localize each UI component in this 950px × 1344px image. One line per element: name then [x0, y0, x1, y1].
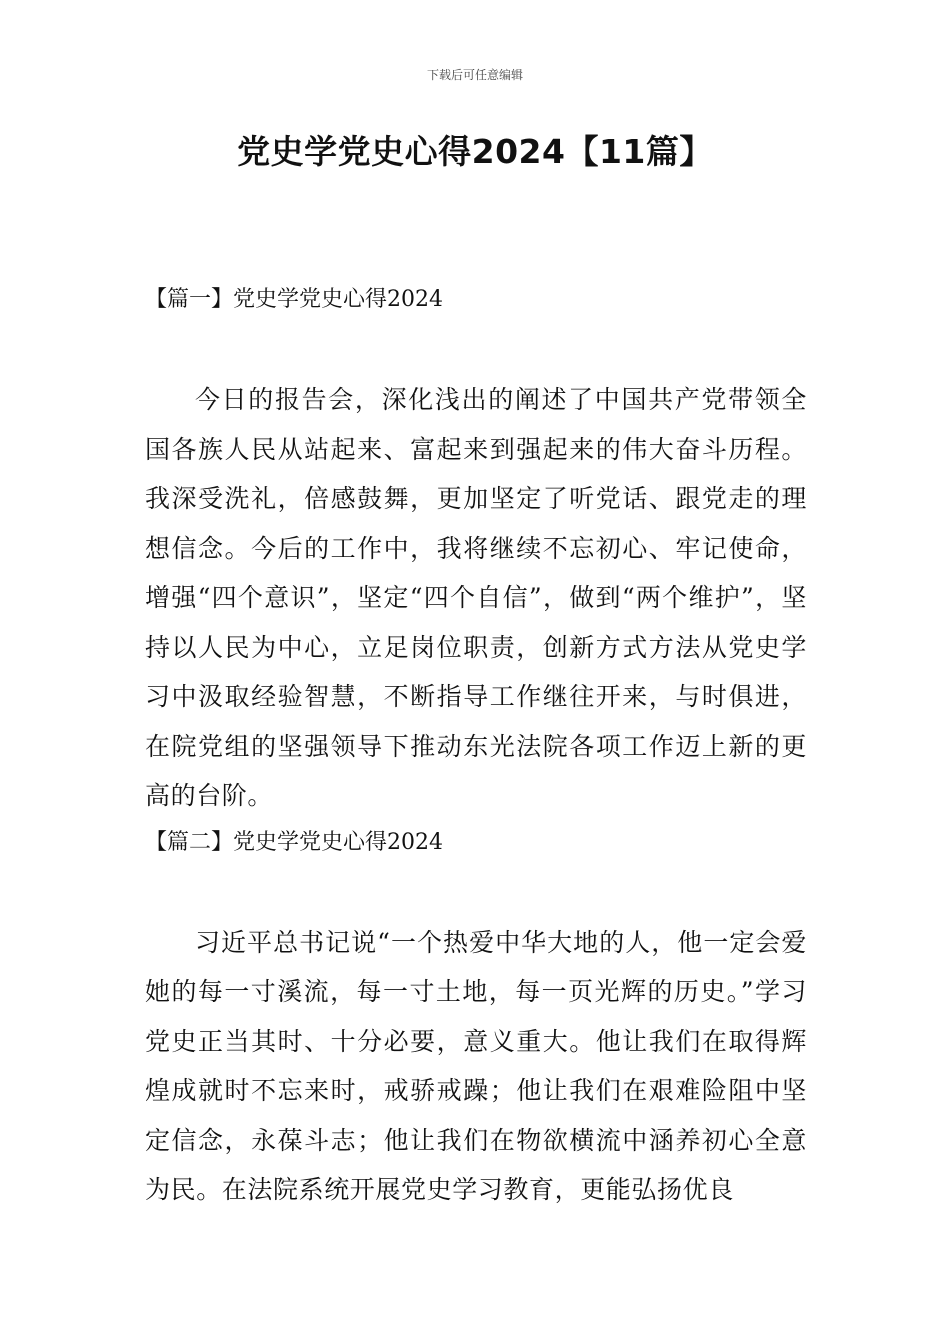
- section-paragraph-2: 习近平总书记说“一个热爱中华大地的人，他一定会爱她的每一寸溪流，每一寸土地，每一页光辉的历史。”学习党史正当其时、十分必要，意义重大。他让我们在取得辉煌成就时不忘来时，戒骄戒躁；他让我们在艰难险阻中坚定信念，永葆斗志；他让我们在物欲横流中涵养初心全意为民。在法院系统开展党史学习教育，更能弘扬优良: [145, 927, 807, 1204]
- spacer: [145, 859, 807, 918]
- section-paragraph-1: 今日的报告会，深化浅出的阐述了中国共产党带领全国各族人民从站起来、富起来到强起来的伟大奋斗历程。我深受洗礼，倍感鼓舞，更加坚定了听党话、跟党走的理想信念。今后的工作中，我将继续不忘初心、牢记使命，增强“四个意识”，坚定“四个自信”，做到“两个维护”，坚持以人民为中心，立足岗位职责，创新方式方法从党史学习中汲取经验智慧，不断指导工作继往开来，与时俱进，在院党组的坚强领导下推动东光法院各项工作迈上新的更高的台阶。: [145, 385, 807, 810]
- header-note: 下载后可任意编辑: [426, 68, 523, 82]
- spacer: [145, 316, 807, 375]
- document-title: 党史学党史心得2024【11篇】: [237, 132, 713, 171]
- section-heading-1: 【篇一】党史学党史心得2024: [145, 287, 443, 312]
- section-heading-2: 【篇二】党史学党史心得2024: [145, 829, 443, 855]
- document-body: [145, 284, 807, 1215]
